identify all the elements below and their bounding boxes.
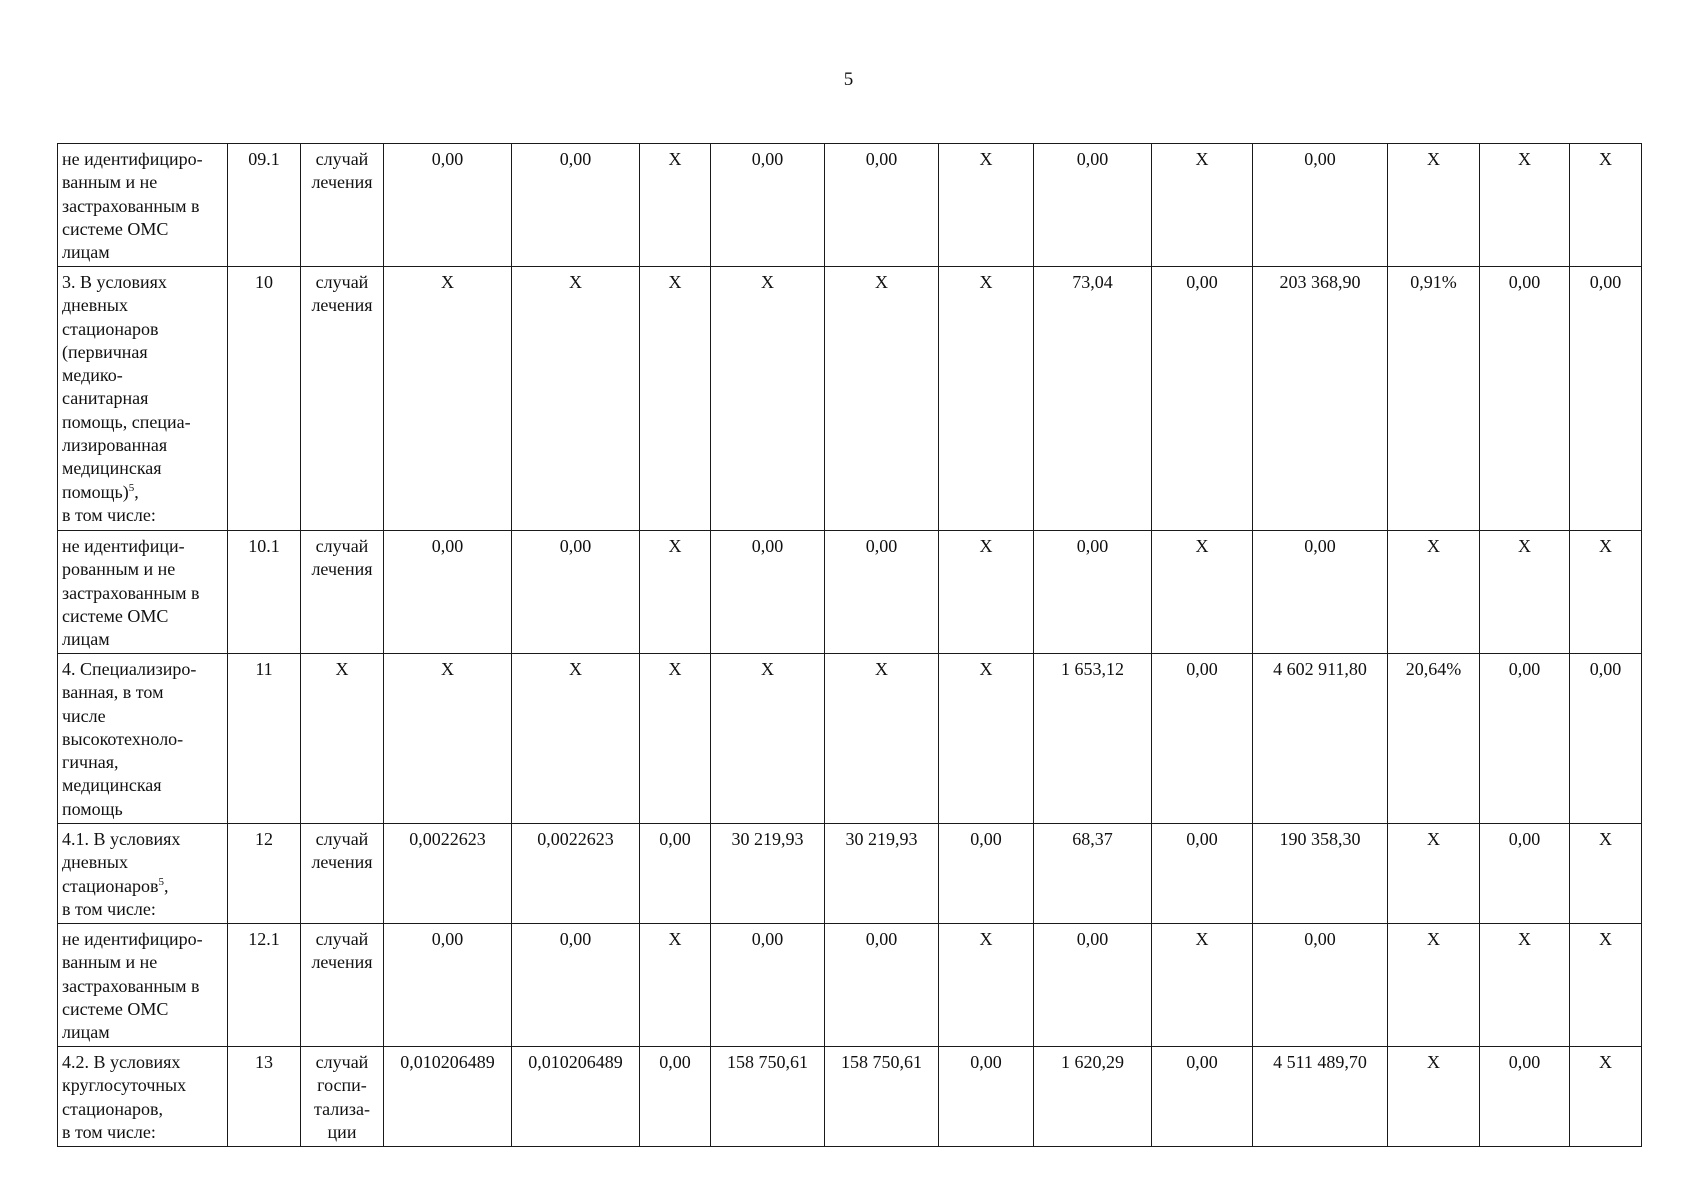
row-unit-line: X [335, 659, 349, 679]
row-name-line: дневных [62, 295, 129, 316]
row-value-cell: X [384, 267, 512, 531]
row-code-cell: 12.1 [228, 924, 301, 1047]
row-value-cell: X [384, 654, 512, 824]
row-value-cell: 0,00 [512, 924, 640, 1047]
row-name-line: числе [62, 705, 106, 726]
row-code-cell: 10 [228, 267, 301, 531]
row-value-cell: 0,0022623 [512, 824, 640, 924]
row-unit-cell [301, 924, 384, 1047]
page-number: 5 [843, 69, 854, 90]
row-name-line: 4.2. В условиях [62, 1052, 181, 1072]
row-value-cell: 0,00 [1480, 1047, 1570, 1147]
row-value-cell: 0,00 [711, 531, 825, 654]
row-value-cell: 0,00 [1034, 531, 1152, 654]
row-value-cell: 0,00 [711, 144, 825, 267]
row-value-cell: 1 653,12 [1034, 654, 1152, 824]
row-name-line: не идентифици- [62, 536, 185, 556]
row-code-cell: 10.1 [228, 531, 301, 654]
row-code-cell: 12 [228, 824, 301, 924]
row-name-line: системе ОМС [62, 605, 169, 626]
row-name-line: высокотехноло- [62, 728, 184, 749]
row-value-cell: X [711, 654, 825, 824]
table-row [58, 824, 1642, 924]
row-value-cell: 0,00 [825, 924, 939, 1047]
footnote-mark: 5 [158, 875, 164, 888]
row-name-line: не идентифициро- [62, 929, 203, 949]
row-name-line: медико- [62, 365, 123, 386]
footnote-mark: 5 [128, 481, 135, 494]
row-value-cell: X [1480, 924, 1570, 1047]
row-value-cell: X [640, 144, 711, 267]
row-value-cell: X [1152, 531, 1253, 654]
row-name-line: медицинская [62, 458, 162, 479]
row-name-line: ванным и не [62, 172, 158, 193]
row-name-cell [58, 1047, 228, 1147]
row-name-line: 4.1. В условиях [62, 829, 181, 849]
row-value-cell: 68,37 [1034, 824, 1152, 924]
row-value-cell: 0,00 [1152, 1047, 1253, 1147]
row-value-cell: 30 219,93 [825, 824, 939, 924]
row-value-cell: X [512, 267, 640, 531]
row-value-cell: X [1570, 924, 1642, 1047]
row-value-cell: X [939, 267, 1034, 531]
row-value-cell: X [1570, 1047, 1642, 1147]
row-name-cell [58, 654, 228, 824]
footnote-suffix: , [163, 875, 169, 896]
table-body [58, 144, 1642, 1147]
row-unit-cell [301, 654, 384, 824]
table-row [58, 267, 1642, 531]
row-unit-line: случай [315, 149, 369, 169]
row-value-cell: 0,00 [384, 531, 512, 654]
row-value-cell: X [640, 654, 711, 824]
row-unit-line: лечения [311, 559, 373, 580]
row-value-cell: X [1480, 144, 1570, 267]
row-value-cell: 190 358,30 [1253, 824, 1388, 924]
row-name-line: застрахованным в [62, 975, 200, 996]
row-value-cell: X [1388, 824, 1480, 924]
row-name-line: рованным и не [62, 559, 176, 580]
row-name-line: помощь [62, 798, 123, 819]
row-name-line: стационаров, [62, 1098, 163, 1119]
row-unit-line: тализа- [314, 1098, 370, 1119]
row-unit-line: случай [315, 1052, 369, 1072]
row-value-cell: X [825, 654, 939, 824]
row-value-cell: 0,00 [1480, 267, 1570, 531]
table-row [58, 144, 1642, 267]
row-value-cell: 0,00 [1253, 531, 1388, 654]
row-value-cell: X [939, 654, 1034, 824]
row-value-cell: X [1570, 144, 1642, 267]
row-unit-line: ции [327, 1121, 357, 1142]
row-name-cell [58, 531, 228, 654]
row-value-cell: 0,00 [1253, 144, 1388, 267]
row-value-cell: 158 750,61 [711, 1047, 825, 1147]
row-unit-line: случай [315, 929, 369, 949]
row-value-cell: 0,00 [384, 924, 512, 1047]
row-value-cell: X [1480, 531, 1570, 654]
row-value-cell: 0,00 [640, 824, 711, 924]
row-value-cell: 20,64% [1388, 654, 1480, 824]
row-name-line: стационаров$^5$, [62, 875, 169, 896]
row-value-cell: 0,00 [1152, 824, 1253, 924]
row-unit-cell [301, 824, 384, 924]
table-row [58, 924, 1642, 1047]
row-value-cell: X [711, 267, 825, 531]
row-unit-line: лечения [311, 295, 373, 316]
table-row [58, 654, 1642, 824]
row-unit-cell [301, 531, 384, 654]
row-value-cell: 0,91% [1388, 267, 1480, 531]
row-name-line: 4. Специализиро- [62, 659, 197, 679]
row-unit-cell [301, 267, 384, 531]
row-value-cell: 0,00 [512, 531, 640, 654]
table-row [58, 531, 1642, 654]
row-name-line: 3. В условиях [62, 272, 167, 292]
row-value-cell: 0,00 [939, 1047, 1034, 1147]
footnote-suffix: , [134, 481, 139, 502]
row-name-line: системе ОМС [62, 998, 169, 1019]
row-name-line: в том числе: [62, 898, 156, 919]
row-name-line: в том числе: [62, 504, 156, 525]
row-value-cell: 0,0022623 [384, 824, 512, 924]
row-value-cell: 0,00 [711, 924, 825, 1047]
row-name-line: круглосуточных [62, 1075, 187, 1096]
row-value-cell: 0,00 [1034, 924, 1152, 1047]
row-name-line: лизированная [62, 435, 168, 456]
row-code-cell: 09.1 [228, 144, 301, 267]
row-name-line: лицам [62, 1022, 110, 1043]
row-name-line: (первичная [62, 341, 148, 362]
row-name-line: лицам [62, 242, 110, 263]
row-value-cell: 4 511 489,70 [1253, 1047, 1388, 1147]
row-value-cell: 30 219,93 [711, 824, 825, 924]
row-value-cell: X [939, 924, 1034, 1047]
row-value-cell: 0,010206489 [384, 1047, 512, 1147]
row-name-cell [58, 824, 228, 924]
row-code-cell: 11 [228, 654, 301, 824]
row-unit-cell [301, 144, 384, 267]
row-unit-line: случай [315, 536, 369, 556]
row-value-cell: 0,00 [825, 144, 939, 267]
row-value-cell: 0,00 [1570, 267, 1642, 531]
row-unit-line: лечения [311, 952, 373, 973]
row-unit-line: случай [315, 272, 369, 292]
row-value-cell: 0,00 [1570, 654, 1642, 824]
row-value-cell: X [1388, 1047, 1480, 1147]
row-name-line: застрахованным в [62, 582, 200, 603]
row-value-cell: X [1388, 531, 1480, 654]
row-value-cell: 203 368,90 [1253, 267, 1388, 531]
row-name-line: системе ОМС [62, 218, 169, 239]
row-value-cell: 0,00 [825, 531, 939, 654]
row-name-line: помощь)$^5$, [62, 481, 139, 502]
row-value-cell: 0,00 [640, 1047, 711, 1147]
row-name-line: дневных [62, 852, 129, 873]
row-value-cell: X [512, 654, 640, 824]
row-value-cell: X [1570, 824, 1642, 924]
row-unit-cell [301, 1047, 384, 1147]
row-unit-line: госпи- [317, 1075, 367, 1096]
row-value-cell: 0,00 [1034, 144, 1152, 267]
row-value-cell: X [939, 531, 1034, 654]
data-table [57, 143, 1642, 1147]
row-value-cell: 0,00 [1152, 267, 1253, 531]
row-value-cell: 0,00 [512, 144, 640, 267]
row-unit-line: лечения [311, 852, 373, 873]
row-value-cell: X [1152, 144, 1253, 267]
row-name-line: санитарная [62, 388, 149, 409]
row-value-cell: X [939, 144, 1034, 267]
row-name-line: медицинская [62, 775, 162, 796]
table-row [58, 1047, 1642, 1147]
row-value-cell: 0,00 [939, 824, 1034, 924]
row-value-cell: X [640, 267, 711, 531]
row-name-line: ванная, в том [62, 682, 164, 703]
row-unit-line: случай [315, 829, 369, 849]
row-value-cell: X [825, 267, 939, 531]
row-value-cell: 0,00 [384, 144, 512, 267]
row-name-line: в том числе: [62, 1121, 156, 1142]
row-name-cell [58, 924, 228, 1047]
row-code-cell: 13 [228, 1047, 301, 1147]
row-value-cell: 4 602 911,80 [1253, 654, 1388, 824]
row-name-cell [58, 267, 228, 531]
row-value-cell: 0,010206489 [512, 1047, 640, 1147]
row-value-cell: 73,04 [1034, 267, 1152, 531]
row-value-cell: 0,00 [1152, 654, 1253, 824]
row-name-line: не идентифициро- [62, 149, 203, 169]
row-value-cell: 0,00 [1480, 654, 1570, 824]
row-value-cell: 0,00 [1253, 924, 1388, 1047]
row-value-cell: X [640, 924, 711, 1047]
row-name-line: помощь, специа- [62, 411, 191, 432]
row-value-cell: 158 750,61 [825, 1047, 939, 1147]
row-name-line: гичная, [62, 752, 119, 773]
row-name-line: ванным и не [62, 952, 158, 973]
row-value-cell: 0,00 [1480, 824, 1570, 924]
row-name-cell [58, 144, 228, 267]
row-value-cell: X [1388, 144, 1480, 267]
row-name-line: лицам [62, 629, 110, 650]
row-value-cell: X [1570, 531, 1642, 654]
row-name-line: стационаров [62, 318, 159, 339]
row-value-cell: X [640, 531, 711, 654]
row-name-line: застрахованным в [62, 195, 200, 216]
row-value-cell: X [1152, 924, 1253, 1047]
row-value-cell: 1 620,29 [1034, 1047, 1152, 1147]
row-unit-line: лечения [311, 172, 373, 193]
row-value-cell: X [1388, 924, 1480, 1047]
